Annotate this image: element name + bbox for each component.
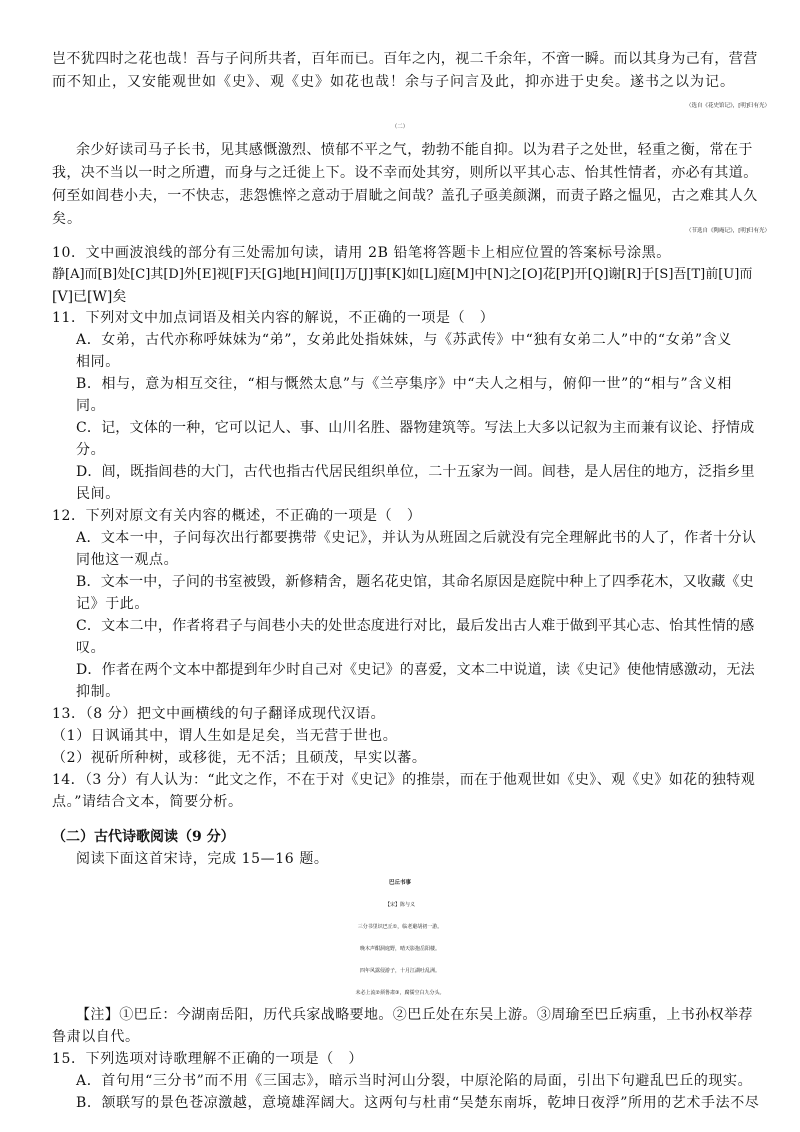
q11-stem: 11．下列对文中加点词语及相关内容的解说，不正确的一项是（ ）: [52, 310, 495, 326]
poem-line-2: 晚木声酣洞庭野，晴天影抱岳阳楼。: [359, 946, 440, 952]
text1-line-2: 而不知止，又安能观世如《史》、观《史》如花也哉！余与子问言及此，抑亦进于史矣。遂书之以为记。: [52, 74, 735, 90]
q11-option-c: C．记，文体的一种，它可以记人、事、山川名胜、器物建筑等。写法上大多以记叙为主而兼有议论、抒情成: [76, 420, 755, 436]
q11-option-d: D．闾，既指闾巷的大门，古代也指古代居民组织单位，二十五家为一闾。闾巷，是人居住的地方，泛指乡里: [76, 464, 755, 480]
q10-options-line-2: [V]已[W]矣: [52, 289, 127, 305]
text2-line-1: 余少好读司马子长书，见其感慨激烈、愤郁不平之气，勃勃不能自抑。以为君子之处世，轻重之衡，常在于: [76, 142, 753, 158]
poem-line-1: 三分书里识巴丘①，临老避胡初一游。: [357, 924, 443, 930]
q12-stem: 12．下列对原文有关内容的概述，不正确的一项是（ ）: [52, 508, 422, 524]
q12-option-b-cont: 记》于此。: [76, 596, 149, 612]
q14-line-1: 14．（3 分）有人认为：“此文之作，不在于对《史记》的推崇，而在于他观世如《史》、观《史》如花的独特观: [52, 772, 756, 788]
poem-title: 巴丘书事: [388, 880, 411, 886]
text2-line-4: 矣。: [52, 211, 82, 227]
poem-line-4: 未必上流②须鲁肃③，腐儒空白九分头。: [355, 990, 445, 996]
q11-option-b: B．相与，意为相互交往，“相与慨然太息”与《兰亭集序》中“夫人之相与，俯仰一世”的“相与”含义相: [76, 376, 733, 392]
poem-author: 【宋】陈与义: [384, 902, 415, 908]
q11-option-d-cont: 民间。: [76, 486, 120, 502]
q12-option-c: C．文本二中，作者将君子与闾巷小夫的处世态度进行对比，最后发出古人难于做到平其心志、怡其性情的感: [76, 618, 755, 634]
q13-stem: 13．（8 分）把文中画横线的句子翻译成现代汉语。: [52, 706, 386, 722]
section-heading: （二）古代诗歌阅读（9 分）: [52, 829, 235, 845]
q10-options-line-1: 静[A]而[B]处[C]其[D]外[E]视[F]天[G]地[H]间[I]万[J]事[K]如[L]庭[M]中[N]之[O]花[P]开[Q]谢[R]于[S]吾[T]前[U]而: [52, 267, 753, 282]
q12-option-a: A．文本一中，子问每次出行都要携带《史记》，并认为从班固之后就没有完全理解此书的人了，作者十分认: [76, 530, 757, 546]
q15-stem: 15．下列选项对诗歌理解不正确的一项是（ ）: [52, 1051, 364, 1067]
q11-option-b-cont: 同。: [76, 398, 106, 414]
q14-line-2: 点。”请结合文本，简要分析。: [52, 794, 243, 810]
q13-sentence-2: （2）视斫所种树，或移徙，无不活；且硕茂，早实以蕃。: [52, 750, 427, 766]
q12-option-c-cont: 叹。: [76, 640, 106, 656]
text2-heading: （二）: [391, 124, 409, 130]
q13-sentence-1: （1）日讽诵其中，谓人生如是足矣，当无营于世也。: [52, 728, 398, 744]
q12-option-a-cont: 同他这一观点。: [76, 552, 179, 568]
poem-note-line-1: 【注】①巴丘：今湖南岳阳，历代兵家战略要地。②巴丘处在东吴上游。③周瑜至巴丘病重，上书孙权举荐: [76, 1007, 753, 1023]
text1-line-1: 岂不犹四时之花也哉！吾与子问所共者，百年而已。百年之内，视二千余年，不啻一瞬。而以其身为己有，营营: [52, 51, 758, 67]
text2-line-2: 我，决不当以一时之所遭，而身与之迁徙上下。设不幸而处其穷，则所以平其心志、怡其性情者，亦必有其道。: [52, 165, 758, 181]
q12-option-b: B．文本一中，子问的书室被毁，新修精舍，题名花史馆，其命名原因是庭院中种上了四季花木，又收藏《史: [76, 574, 754, 590]
text2-source: （节选自《陶庵记》，[明]归有光）: [685, 228, 770, 234]
text1-source: （选自《花史馆记》，[明]归有光）: [685, 103, 770, 109]
q11-option-a: A．女弟，古代亦称呼妹妹为“弟”，女弟此处指妹妹，与《苏武传》中“独有女弟二人”中的“女弟”含义: [76, 332, 732, 348]
q11-option-c-cont: 分。: [76, 442, 106, 458]
section-intro: 阅读下面这首宋诗，完成 15—16 题。: [76, 851, 329, 867]
q15-option-a: A．首句用“三分书”而不用《三国志》，暗示当时河山分裂，中原沦陷的局面，引出下句避乱巴丘的现实。: [76, 1073, 753, 1089]
text2-line-3: 何至如闾巷小夫，一不快志，悲怨憔悴之意动于眉眦之间哉？盖孔子亟美颜渊，而责子路之愠见，古之难其人久: [52, 188, 758, 204]
q10-stem: 10．文中画波浪线的部分有三处需加句读，请用 2B 铅笔将答题卡上相应位置的答案标号涂黑。: [52, 245, 671, 261]
q11-option-a-cont: 相同。: [76, 354, 120, 370]
q12-option-d: D．作者在两个文本中都提到年少时自己对《史记》的喜爱，文本二中说道，读《史记》使他情感激动，无法: [76, 662, 755, 678]
q15-option-b: B．颔联写的景色苍凉激越，意境雄浑阔大。这两句与杜甫“吴楚东南坼，乾坤日夜浮”所用的艺术手法不尽: [76, 1095, 760, 1111]
q12-option-d-cont: 抑制。: [76, 684, 120, 700]
poem-line-3: 四年风露侵游子，十月江湖吐乱洲。: [359, 968, 440, 974]
poem-note-line-2: 鲁肃以自代。: [52, 1029, 140, 1045]
